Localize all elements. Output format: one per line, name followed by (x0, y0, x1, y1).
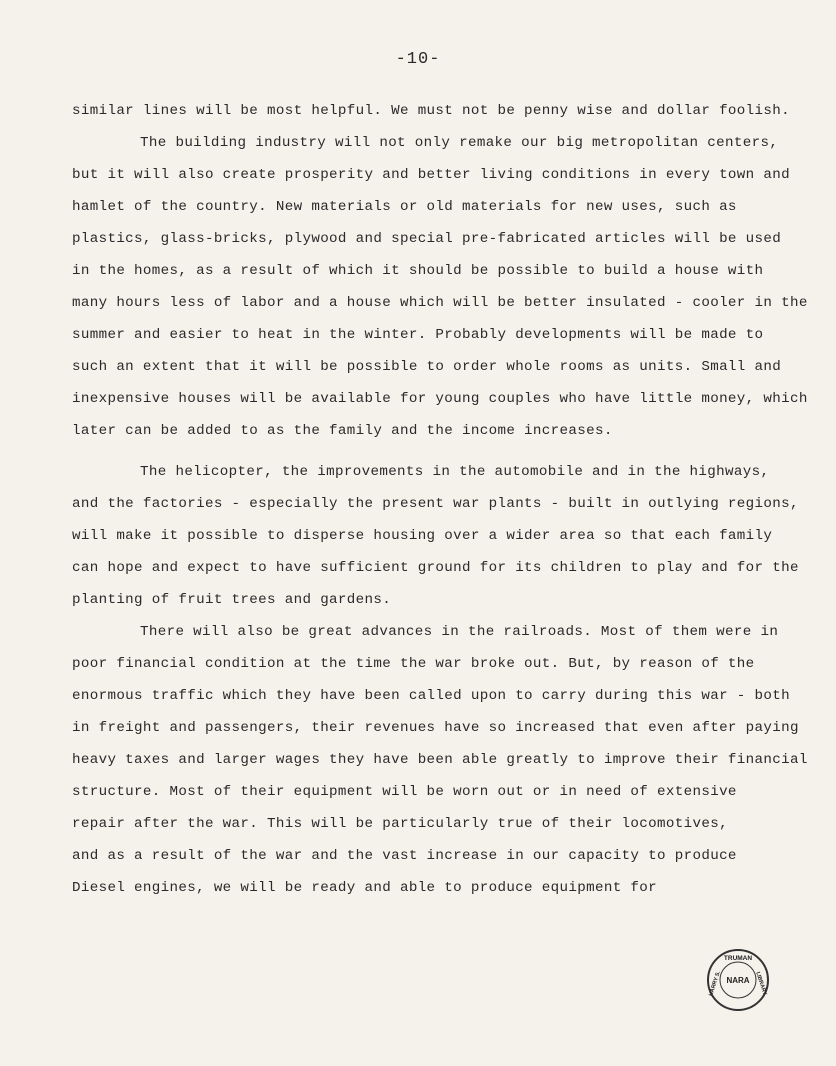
library-stamp (706, 948, 770, 1012)
text-line: can hope and expect to have sufficient ground for its children to play and for the (72, 560, 799, 576)
text-line: and the factories - especially the present war plants - built in outlying regions, (72, 496, 799, 512)
text-line: planting of fruit trees and gardens. (72, 592, 392, 608)
stamp-top-text: TRUMAN (723, 955, 753, 962)
text-line: such an extent that it will be possible to order whole rooms as units. Small and (72, 359, 782, 375)
stamp-right-text: LIBRARY (754, 971, 768, 997)
text-line: summer and easier to heat in the winter. Probably developments will be made to (72, 327, 764, 343)
text-line: poor financial condition at the time the war broke out. But, by reason of the (72, 656, 755, 672)
text-line: The building industry will not only remake our big metropolitan centers, (140, 135, 779, 151)
text-line: heavy taxes and larger wages they have been able greatly to improve their financial (72, 752, 808, 768)
text-line: enormous traffic which they have been called upon to carry during this war - both (72, 688, 790, 704)
stamp-center-text: NARA (726, 976, 750, 985)
text-line: similar lines will be most helpful. We must not be penny wise and dollar foolish. (72, 103, 790, 119)
text-line: The helicopter, the improvements in the automobile and in the highways, (140, 464, 770, 480)
text-line: but it will also create prosperity and better living conditions in every town and (72, 167, 790, 183)
text-line: inexpensive houses will be available for young couples who have little money, which (72, 391, 808, 407)
text-line: structure. Most of their equipment will be worn out or in need of extensive (72, 784, 737, 800)
text-line: and as a result of the war and the vast increase in our capacity to produce (72, 848, 737, 864)
text-line: plastics, glass-bricks, plywood and special pre-fabricated articles will be used (72, 231, 782, 247)
stamp-left-text: HARRY S. (708, 970, 722, 997)
text-line: will make it possible to disperse housing over a wider area so that each family (72, 528, 773, 544)
text-line: hamlet of the country. New materials or old materials for new uses, such as (72, 199, 737, 215)
page-number: -10- (395, 50, 441, 69)
text-line: in freight and passengers, their revenues have so increased that even after paying (72, 720, 799, 736)
text-line: later can be added to as the family and the income increases. (72, 423, 613, 439)
text-line: Diesel engines, we will be ready and able to produce equipment for (72, 880, 658, 896)
text-line: repair after the war. This will be particularly true of their locomotives, (72, 816, 728, 832)
text-line: in the homes, as a result of which it should be possible to build a house with (72, 263, 764, 279)
text-line: There will also be great advances in the railroads. Most of them were in (140, 624, 779, 640)
text-line: many hours less of labor and a house which will be better insulated - cooler in the (72, 295, 808, 311)
